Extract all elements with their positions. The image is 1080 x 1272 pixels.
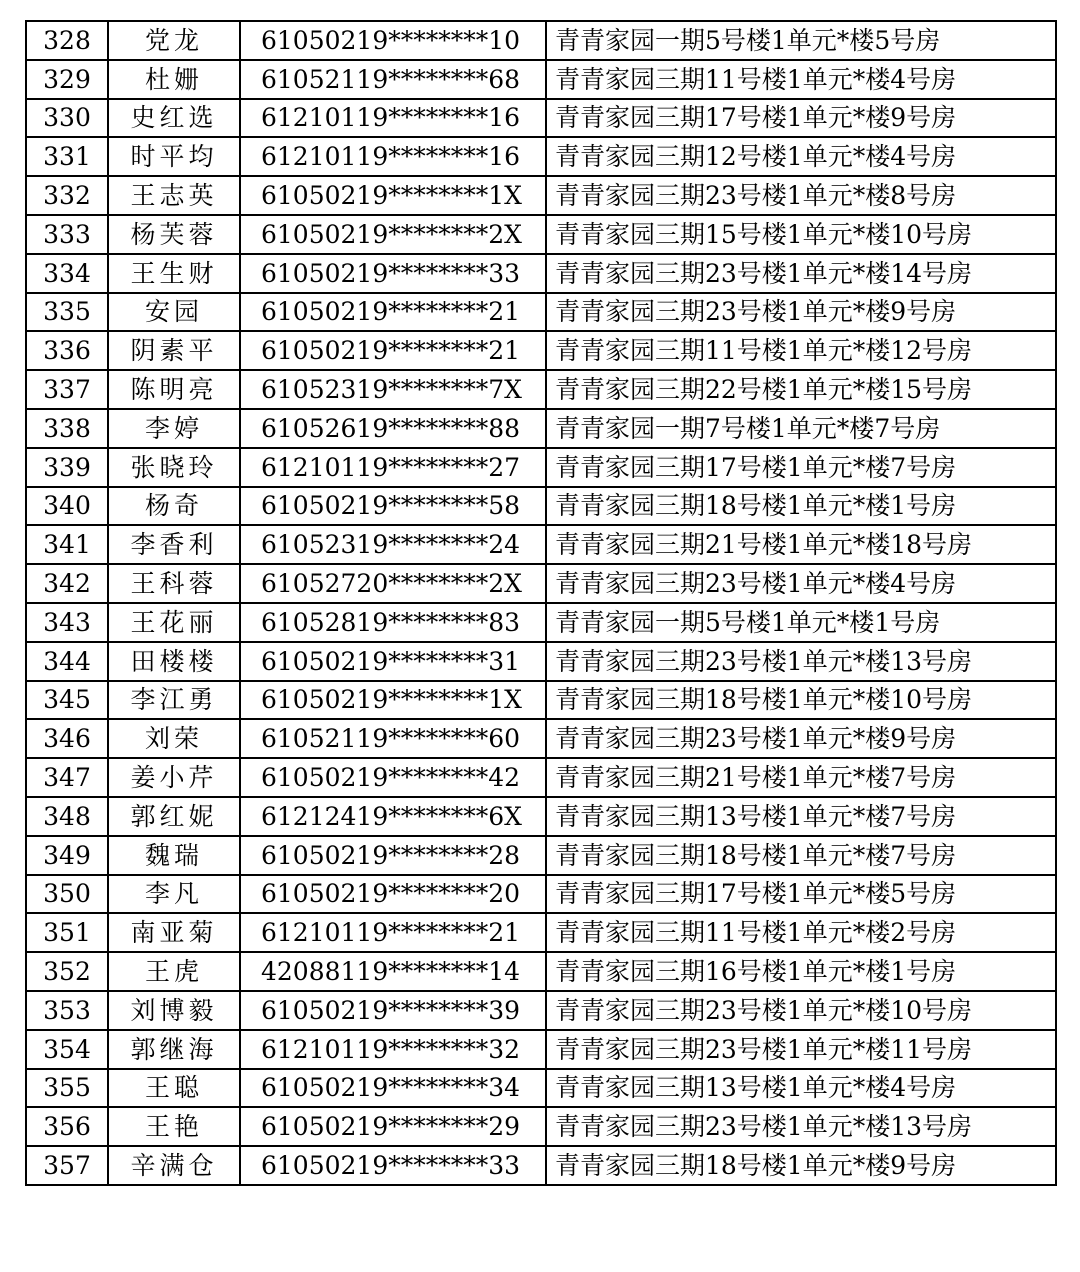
resident-list-table: [25, 20, 1057, 1186]
address-cell: 青青家园三期15号楼1单元*楼10号房: [546, 215, 1056, 254]
row-number-cell: 355: [26, 1069, 108, 1108]
id-number-cell: 61050219********1X: [240, 176, 546, 215]
table-row: [26, 370, 1056, 409]
address-cell: 青青家园一期5号楼1单元*楼1号房: [546, 603, 1056, 642]
row-number-cell: 343: [26, 603, 108, 642]
name-cell: 李香利: [108, 525, 240, 564]
row-number-cell: 341: [26, 525, 108, 564]
table-row: [26, 681, 1056, 720]
row-number-cell: 351: [26, 913, 108, 952]
row-number-cell: 353: [26, 991, 108, 1030]
id-number-cell: 61050219********39: [240, 991, 546, 1030]
table-row: [26, 99, 1056, 138]
table-row: [26, 603, 1056, 642]
id-number-cell: 61052319********7X: [240, 370, 546, 409]
id-number-cell: 61210119********16: [240, 137, 546, 176]
row-number-cell: 332: [26, 176, 108, 215]
row-number-cell: 350: [26, 875, 108, 914]
row-number-cell: 333: [26, 215, 108, 254]
id-number-cell: 61050219********21: [240, 293, 546, 332]
name-cell: 杜姗: [108, 60, 240, 99]
address-cell: 青青家园一期7号楼1单元*楼7号房: [546, 409, 1056, 448]
id-number-cell: 61050219********34: [240, 1069, 546, 1108]
table-row: [26, 564, 1056, 603]
table-row: [26, 836, 1056, 875]
address-cell: 青青家园三期21号楼1单元*楼7号房: [546, 758, 1056, 797]
table-row: [26, 913, 1056, 952]
row-number-cell: 348: [26, 797, 108, 836]
table-row: [26, 642, 1056, 681]
id-number-cell: 61050219********10: [240, 21, 546, 60]
row-number-cell: 346: [26, 719, 108, 758]
id-number-cell: 61050219********29: [240, 1107, 546, 1146]
address-cell: 青青家园三期17号楼1单元*楼7号房: [546, 448, 1056, 487]
table-row: [26, 331, 1056, 370]
address-cell: 青青家园三期23号楼1单元*楼10号房: [546, 991, 1056, 1030]
name-cell: 郭红妮: [108, 797, 240, 836]
address-cell: 青青家园三期11号楼1单元*楼12号房: [546, 331, 1056, 370]
address-cell: 青青家园三期21号楼1单元*楼18号房: [546, 525, 1056, 564]
row-number-cell: 342: [26, 564, 108, 603]
id-number-cell: 61210119********32: [240, 1030, 546, 1069]
row-number-cell: 330: [26, 99, 108, 138]
table-row: [26, 525, 1056, 564]
name-cell: 杨奇: [108, 487, 240, 526]
id-number-cell: 61050219********33: [240, 254, 546, 293]
row-number-cell: 356: [26, 1107, 108, 1146]
id-number-cell: 61210119********16: [240, 99, 546, 138]
address-cell: 青青家园三期12号楼1单元*楼4号房: [546, 137, 1056, 176]
address-cell: 青青家园三期23号楼1单元*楼11号房: [546, 1030, 1056, 1069]
id-number-cell: 61052119********60: [240, 719, 546, 758]
address-cell: 青青家园三期17号楼1单元*楼9号房: [546, 99, 1056, 138]
id-number-cell: 61050219********42: [240, 758, 546, 797]
name-cell: 刘荣: [108, 719, 240, 758]
name-cell: 田楼楼: [108, 642, 240, 681]
address-cell: 青青家园三期13号楼1单元*楼7号房: [546, 797, 1056, 836]
name-cell: 王艳: [108, 1107, 240, 1146]
name-cell: 党龙: [108, 21, 240, 60]
address-cell: 青青家园三期16号楼1单元*楼1号房: [546, 952, 1056, 991]
row-number-cell: 336: [26, 331, 108, 370]
address-cell: 青青家园三期11号楼1单元*楼4号房: [546, 60, 1056, 99]
row-number-cell: 357: [26, 1146, 108, 1185]
name-cell: 阴素平: [108, 331, 240, 370]
name-cell: 姜小芹: [108, 758, 240, 797]
name-cell: 王志英: [108, 176, 240, 215]
name-cell: 陈明亮: [108, 370, 240, 409]
table-row: [26, 797, 1056, 836]
name-cell: 张晓玲: [108, 448, 240, 487]
row-number-cell: 339: [26, 448, 108, 487]
name-cell: 李婷: [108, 409, 240, 448]
name-cell: 辛满仓: [108, 1146, 240, 1185]
name-cell: 杨芙蓉: [108, 215, 240, 254]
row-number-cell: 352: [26, 952, 108, 991]
row-number-cell: 345: [26, 681, 108, 720]
table-row: [26, 137, 1056, 176]
address-cell: 青青家园三期23号楼1单元*楼8号房: [546, 176, 1056, 215]
row-number-cell: 328: [26, 21, 108, 60]
table-row: [26, 293, 1056, 332]
address-cell: 青青家园三期11号楼1单元*楼2号房: [546, 913, 1056, 952]
address-cell: 青青家园三期23号楼1单元*楼14号房: [546, 254, 1056, 293]
table-row: [26, 409, 1056, 448]
row-number-cell: 329: [26, 60, 108, 99]
id-number-cell: 61050219********33: [240, 1146, 546, 1185]
table-row: [26, 991, 1056, 1030]
address-cell: 青青家园三期23号楼1单元*楼4号房: [546, 564, 1056, 603]
name-cell: 王科蓉: [108, 564, 240, 603]
row-number-cell: 334: [26, 254, 108, 293]
id-number-cell: 61050219********2X: [240, 215, 546, 254]
table-row: [26, 758, 1056, 797]
id-number-cell: 61210119********21: [240, 913, 546, 952]
name-cell: 郭继海: [108, 1030, 240, 1069]
row-number-cell: 331: [26, 137, 108, 176]
name-cell: 南亚菊: [108, 913, 240, 952]
address-cell: 青青家园三期23号楼1单元*楼13号房: [546, 1107, 1056, 1146]
id-number-cell: 61052319********24: [240, 525, 546, 564]
address-cell: 青青家园三期23号楼1单元*楼9号房: [546, 293, 1056, 332]
table-row: [26, 1069, 1056, 1108]
address-cell: 青青家园三期18号楼1单元*楼1号房: [546, 487, 1056, 526]
id-number-cell: 61212419********6X: [240, 797, 546, 836]
table-row: [26, 952, 1056, 991]
id-number-cell: 61210119********27: [240, 448, 546, 487]
id-number-cell: 61050219********31: [240, 642, 546, 681]
table-row: [26, 1146, 1056, 1185]
name-cell: 李江勇: [108, 681, 240, 720]
id-number-cell: 42088119********14: [240, 952, 546, 991]
id-number-cell: 61050219********21: [240, 331, 546, 370]
table-row: [26, 215, 1056, 254]
id-number-cell: 61050219********28: [240, 836, 546, 875]
name-cell: 刘博毅: [108, 991, 240, 1030]
table-row: [26, 21, 1056, 60]
name-cell: 王聪: [108, 1069, 240, 1108]
id-number-cell: 61052819********83: [240, 603, 546, 642]
row-number-cell: 337: [26, 370, 108, 409]
table-row: [26, 487, 1056, 526]
address-cell: 青青家园三期17号楼1单元*楼5号房: [546, 875, 1056, 914]
id-number-cell: 61052119********68: [240, 60, 546, 99]
name-cell: 魏瑞: [108, 836, 240, 875]
table-row: [26, 176, 1056, 215]
name-cell: 王虎: [108, 952, 240, 991]
address-cell: 青青家园三期18号楼1单元*楼7号房: [546, 836, 1056, 875]
table-body: [26, 21, 1056, 1185]
address-cell: 青青家园三期22号楼1单元*楼15号房: [546, 370, 1056, 409]
row-number-cell: 335: [26, 293, 108, 332]
id-number-cell: 61050219********20: [240, 875, 546, 914]
address-cell: 青青家园三期18号楼1单元*楼9号房: [546, 1146, 1056, 1185]
id-number-cell: 61050219********58: [240, 487, 546, 526]
name-cell: 李凡: [108, 875, 240, 914]
row-number-cell: 338: [26, 409, 108, 448]
row-number-cell: 354: [26, 1030, 108, 1069]
id-number-cell: 61050219********1X: [240, 681, 546, 720]
name-cell: 时平均: [108, 137, 240, 176]
id-number-cell: 61052720********2X: [240, 564, 546, 603]
name-cell: 王花丽: [108, 603, 240, 642]
address-cell: 青青家园三期13号楼1单元*楼4号房: [546, 1069, 1056, 1108]
address-cell: 青青家园一期5号楼1单元*楼5号房: [546, 21, 1056, 60]
table-row: [26, 719, 1056, 758]
table-row: [26, 1107, 1056, 1146]
table-row: [26, 448, 1056, 487]
row-number-cell: 347: [26, 758, 108, 797]
table-row: [26, 1030, 1056, 1069]
name-cell: 王生财: [108, 254, 240, 293]
row-number-cell: 344: [26, 642, 108, 681]
table-row: [26, 254, 1056, 293]
address-cell: 青青家园三期23号楼1单元*楼13号房: [546, 642, 1056, 681]
table-row: [26, 60, 1056, 99]
id-number-cell: 61052619********88: [240, 409, 546, 448]
name-cell: 史红选: [108, 99, 240, 138]
table-row: [26, 875, 1056, 914]
row-number-cell: 340: [26, 487, 108, 526]
row-number-cell: 349: [26, 836, 108, 875]
name-cell: 安园: [108, 293, 240, 332]
address-cell: 青青家园三期18号楼1单元*楼10号房: [546, 681, 1056, 720]
address-cell: 青青家园三期23号楼1单元*楼9号房: [546, 719, 1056, 758]
